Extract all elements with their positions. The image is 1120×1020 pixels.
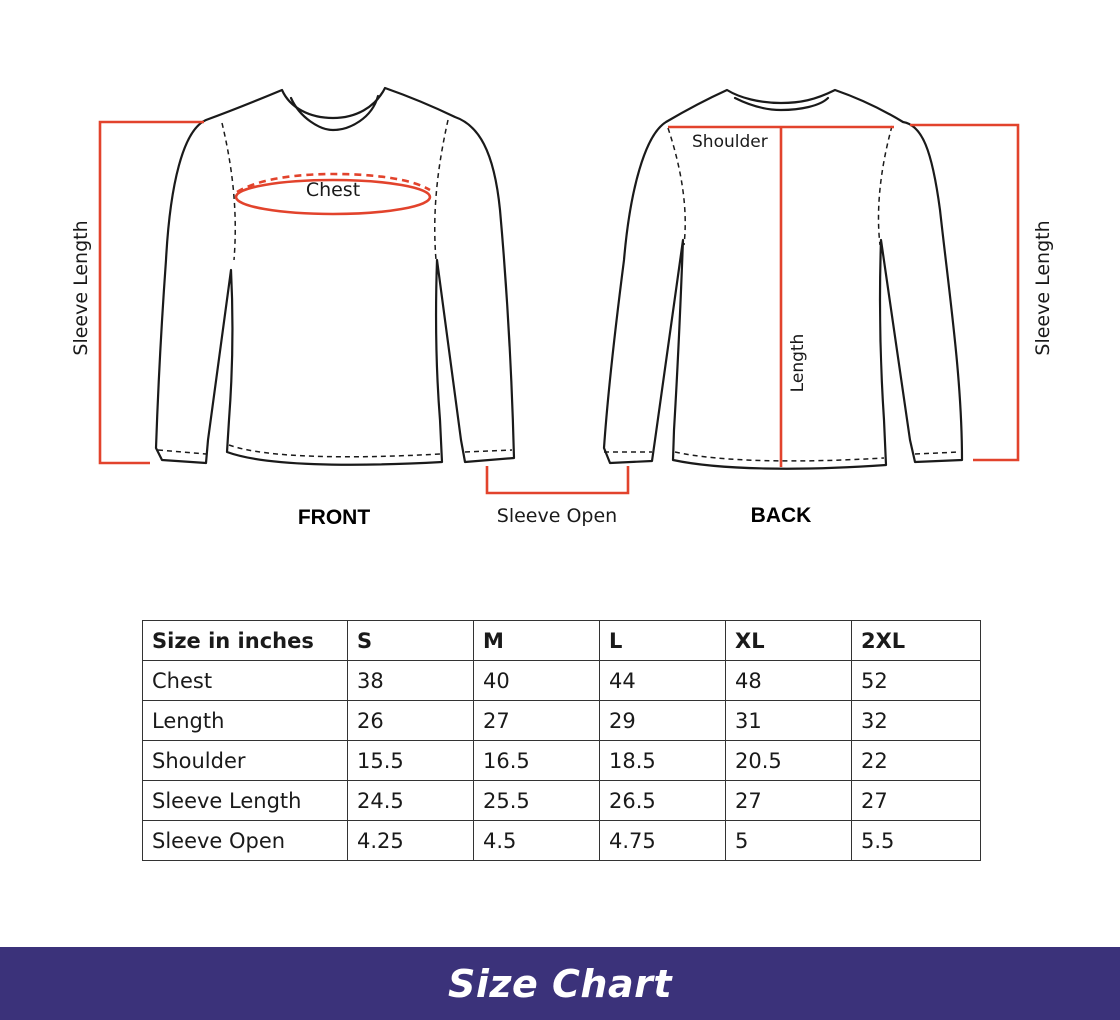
sleeve-open-label: Sleeve Open	[496, 505, 618, 527]
table-cell: 40	[474, 661, 600, 701]
length-label: Length	[788, 333, 808, 393]
size-table	[142, 620, 981, 861]
table-cell: 20.5	[726, 741, 852, 781]
sleeve-open-bracket	[487, 466, 628, 493]
footer-title: Size Chart	[447, 961, 672, 1006]
table-row	[143, 741, 981, 781]
table-cell: 4.75	[600, 821, 726, 861]
table-cell: 27	[726, 781, 852, 821]
table-cell: 44	[600, 661, 726, 701]
table-cell: 38	[348, 661, 474, 701]
back-shirt	[604, 90, 962, 469]
table-cell: 24.5	[348, 781, 474, 821]
table-cell: 15.5	[348, 741, 474, 781]
header-size-2xl: 2XL	[852, 621, 981, 661]
front-view-label: FRONT	[297, 506, 371, 529]
row-label: Chest	[143, 661, 348, 701]
table-cell: 27	[852, 781, 981, 821]
chest-label: Chest	[305, 179, 361, 201]
row-label: Length	[143, 701, 348, 741]
table-cell: 31	[726, 701, 852, 741]
table-cell: 5	[726, 821, 852, 861]
table-cell: 32	[852, 701, 981, 741]
table-row	[143, 821, 981, 861]
table-cell: 5.5	[852, 821, 981, 861]
table-cell: 26.5	[600, 781, 726, 821]
table-cell: 26	[348, 701, 474, 741]
front-shirt	[156, 88, 514, 465]
back-view-label: BACK	[750, 504, 812, 527]
table-cell: 4.5	[474, 821, 600, 861]
row-label: Sleeve Length	[143, 781, 348, 821]
table-cell: 22	[852, 741, 981, 781]
table-row	[143, 701, 981, 741]
table-row	[143, 781, 981, 821]
table-cell: 4.25	[348, 821, 474, 861]
front-sleeve-length-bracket	[100, 122, 204, 463]
table-cell: 52	[852, 661, 981, 701]
front-sleeve-length-label: Sleeve Length	[70, 220, 92, 356]
table-row	[143, 661, 981, 701]
row-label: Shoulder	[143, 741, 348, 781]
header-size-in-inches: Size in inches	[143, 621, 348, 661]
row-label: Sleeve Open	[143, 821, 348, 861]
table-cell: 25.5	[474, 781, 600, 821]
back-sleeve-length-bracket	[910, 125, 1018, 460]
table-cell: 16.5	[474, 741, 600, 781]
table-cell: 27	[474, 701, 600, 741]
header-size-xl: XL	[726, 621, 852, 661]
header-size-m: M	[474, 621, 600, 661]
footer-banner	[0, 947, 1120, 1020]
shoulder-label: Shoulder	[692, 132, 768, 152]
table-cell: 29	[600, 701, 726, 741]
header-size-s: S	[348, 621, 474, 661]
header-size-l: L	[600, 621, 726, 661]
table-cell: 48	[726, 661, 852, 701]
back-sleeve-length-label: Sleeve Length	[1032, 220, 1054, 356]
table-header-row	[143, 621, 981, 661]
table-cell: 18.5	[600, 741, 726, 781]
